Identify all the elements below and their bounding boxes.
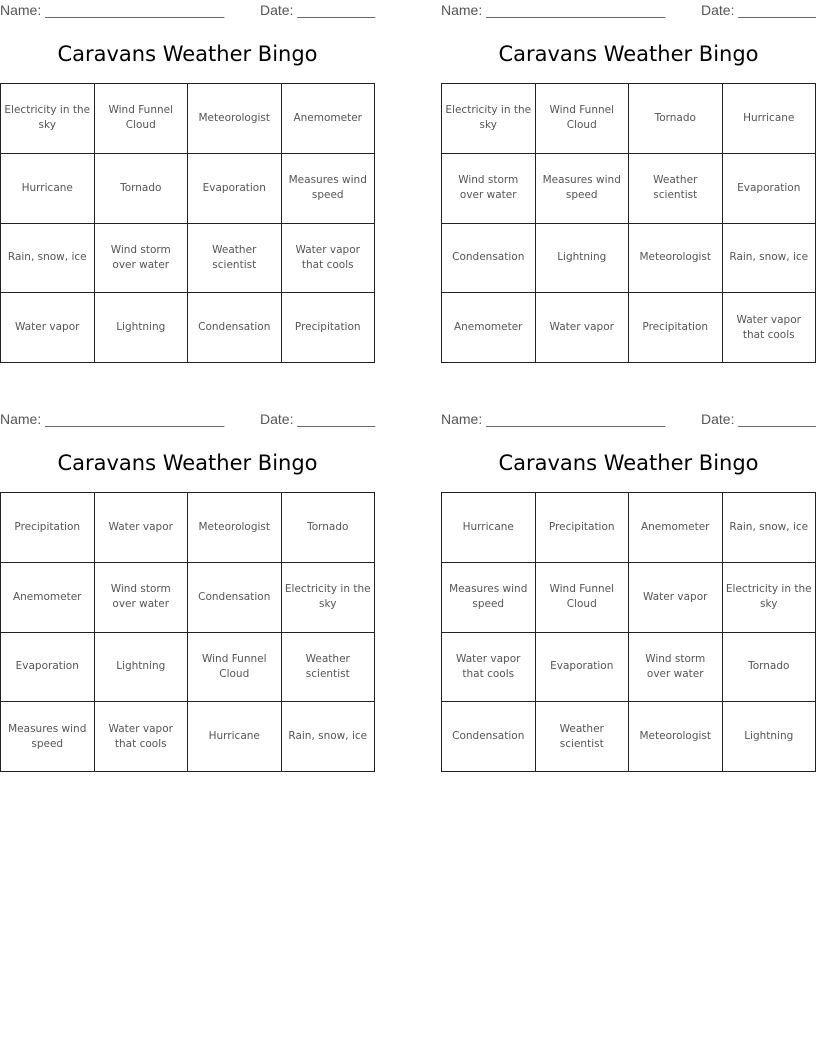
grid-row — [442, 493, 816, 563]
bingo-card — [0, 409, 375, 773]
bingo-cell: Hurricane — [188, 702, 282, 772]
bingo-cell: Weather scientist — [629, 153, 723, 223]
bingo-cell: Weather scientist — [535, 702, 629, 772]
bingo-cell: Evaporation — [188, 153, 282, 223]
bingo-cell: Precipitation — [1, 493, 95, 563]
bingo-cell: Measures wind speed — [1, 702, 95, 772]
bingo-cell: Rain, snow, ice — [722, 493, 816, 563]
bingo-cell: Rain, snow, ice — [1, 223, 95, 293]
name-field: Name: _______________________ — [0, 411, 225, 427]
bingo-grid — [0, 83, 375, 363]
bingo-cell: Anemometer — [281, 84, 375, 154]
grid-row — [1, 562, 375, 632]
bingo-cell: Condensation — [442, 702, 536, 772]
bingo-cell: Electricity in the sky — [1, 84, 95, 154]
bingo-cell: Tornado — [722, 632, 816, 702]
bingo-cell: Electricity in the sky — [442, 84, 536, 154]
bingo-cell: Electricity in the sky — [281, 562, 375, 632]
grid-row — [442, 223, 816, 293]
bingo-cell: Lightning — [94, 293, 188, 363]
bingo-cell: Precipitation — [281, 293, 375, 363]
bingo-cell: Wind storm over water — [442, 153, 536, 223]
bingo-cell: Water vapor — [94, 493, 188, 563]
bingo-cell: Evaporation — [722, 153, 816, 223]
card-title: Caravans Weather Bingo — [498, 42, 759, 66]
grid-row — [442, 293, 816, 363]
bingo-cell: Lightning — [535, 223, 629, 293]
bingo-cell: Wind Funnel Cloud — [94, 84, 188, 154]
bingo-cell: Condensation — [442, 223, 536, 293]
bingo-card — [0, 0, 375, 364]
date-field: Date: __________ — [701, 2, 816, 18]
bingo-cell: Meteorologist — [629, 702, 723, 772]
bingo-card — [441, 409, 816, 773]
grid-row — [1, 84, 375, 154]
card-title: Caravans Weather Bingo — [57, 42, 318, 66]
date-field: Date: __________ — [701, 411, 816, 427]
bingo-grid — [0, 492, 375, 772]
bingo-cell: Wind storm over water — [94, 562, 188, 632]
bingo-cell: Weather scientist — [281, 632, 375, 702]
bingo-cell: Condensation — [188, 293, 282, 363]
bingo-cell: Meteorologist — [188, 84, 282, 154]
grid-row — [1, 293, 375, 363]
bingo-cell: Hurricane — [1, 153, 95, 223]
bingo-cell: Measures wind speed — [535, 153, 629, 223]
card-title: Caravans Weather Bingo — [57, 451, 318, 475]
bingo-cell: Wind Funnel Cloud — [535, 84, 629, 154]
grid-row — [442, 84, 816, 154]
grid-row — [1, 223, 375, 293]
bingo-cell: Anemometer — [1, 562, 95, 632]
bingo-cell: Measures wind speed — [442, 562, 536, 632]
bingo-cell: Meteorologist — [629, 223, 723, 293]
bingo-cell: Tornado — [629, 84, 723, 154]
bingo-cell: Water vapor — [1, 293, 95, 363]
bingo-cell: Water vapor that cools — [281, 223, 375, 293]
bingo-cell: Lightning — [722, 702, 816, 772]
card-header — [0, 2, 375, 20]
bingo-cell: Hurricane — [722, 84, 816, 154]
grid-row — [1, 153, 375, 223]
bingo-cell: Hurricane — [442, 493, 536, 563]
bingo-cell: Electricity in the sky — [722, 562, 816, 632]
bingo-cell: Measures wind speed — [281, 153, 375, 223]
bingo-grid — [441, 83, 816, 363]
grid-row — [442, 562, 816, 632]
bingo-card — [441, 0, 816, 364]
bingo-cell: Water vapor — [535, 293, 629, 363]
card-header — [441, 411, 816, 429]
name-field: Name: _______________________ — [0, 2, 225, 18]
bingo-cell: Tornado — [94, 153, 188, 223]
bingo-cell: Rain, snow, ice — [281, 702, 375, 772]
bingo-cell: Tornado — [281, 493, 375, 563]
date-field: Date: __________ — [260, 411, 376, 427]
grid-row — [442, 632, 816, 702]
bingo-cell: Evaporation — [535, 632, 629, 702]
bingo-cell: Water vapor that cools — [722, 293, 816, 363]
card-header — [441, 2, 816, 20]
grid-row — [1, 493, 375, 563]
grid-row — [1, 632, 375, 702]
date-field: Date: __________ — [260, 2, 376, 18]
card-header — [0, 411, 375, 429]
card-title: Caravans Weather Bingo — [498, 451, 759, 475]
name-field: Name: _______________________ — [441, 411, 666, 427]
bingo-cell: Rain, snow, ice — [722, 223, 816, 293]
bingo-grid — [441, 492, 816, 772]
grid-row — [1, 702, 375, 772]
bingo-cell: Condensation — [188, 562, 282, 632]
bingo-cell: Wind Funnel Cloud — [188, 632, 282, 702]
bingo-cell: Precipitation — [629, 293, 723, 363]
bingo-cell: Meteorologist — [188, 493, 282, 563]
bingo-cell: Lightning — [94, 632, 188, 702]
name-field: Name: _______________________ — [441, 2, 666, 18]
bingo-cell: Anemometer — [629, 493, 723, 563]
bingo-cell: Evaporation — [1, 632, 95, 702]
grid-row — [442, 153, 816, 223]
bingo-cell: Water vapor — [629, 562, 723, 632]
grid-row — [442, 702, 816, 772]
bingo-cell: Anemometer — [442, 293, 536, 363]
bingo-cell: Water vapor that cools — [442, 632, 536, 702]
bingo-cell: Precipitation — [535, 493, 629, 563]
bingo-cell: Weather scientist — [188, 223, 282, 293]
bingo-cell: Wind storm over water — [94, 223, 188, 293]
bingo-cell: Wind storm over water — [629, 632, 723, 702]
bingo-cell: Wind Funnel Cloud — [535, 562, 629, 632]
bingo-cell: Water vapor that cools — [94, 702, 188, 772]
